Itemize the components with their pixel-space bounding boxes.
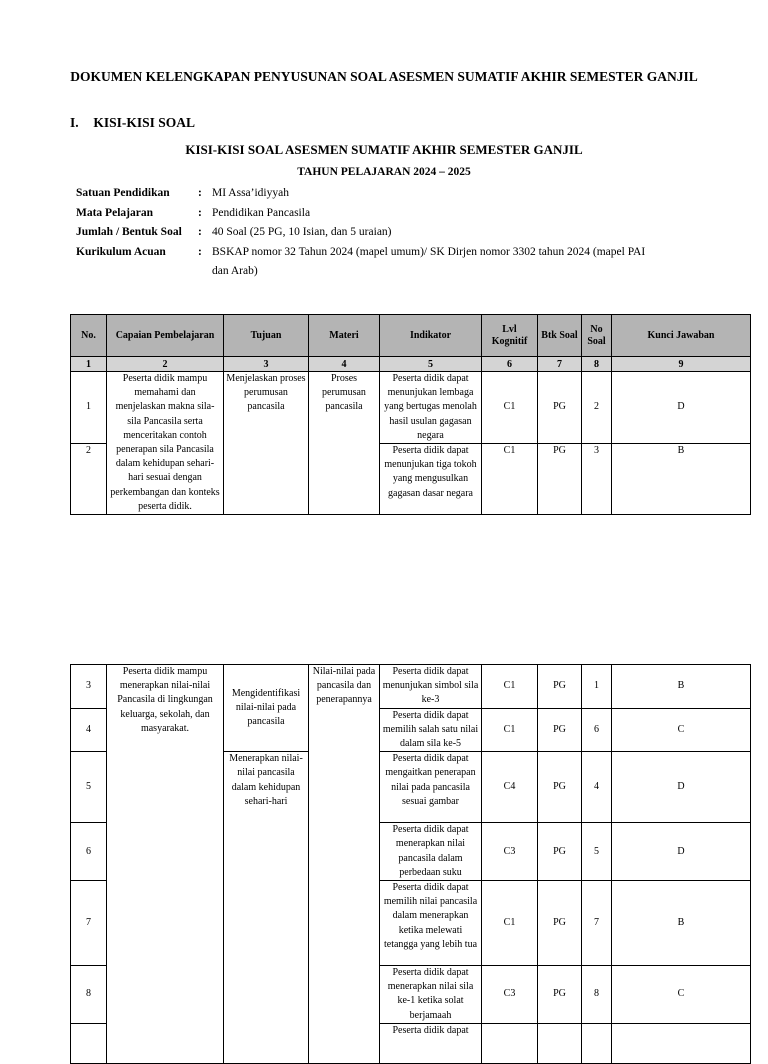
document-title: DOKUMEN KELENGKAPAN PENYUSUNAN SOAL ASESMEN SUMATIF AKHIR SEMESTER GANJIL (70, 69, 698, 84)
bentuk-cell: PG (538, 444, 582, 515)
meta-colon: : (198, 226, 202, 238)
meta-row-count (76, 223, 676, 243)
indikator-cell: Peserta didik dapat menunjukan simbol sila ke-3 (380, 665, 482, 709)
level-cell: C3 (482, 966, 538, 1024)
kunci-cell (612, 1023, 751, 1063)
section-title: KISI-KISI SOAL (93, 115, 196, 130)
meta-row-curriculum (76, 243, 676, 282)
bentuk-cell: PG (538, 881, 582, 966)
level-cell: C3 (482, 823, 538, 881)
section-heading (70, 115, 195, 131)
header-cell: Materi (309, 315, 380, 357)
row-number: 3 (71, 665, 107, 709)
column-number: 1 (71, 357, 107, 372)
meta-colon: : (198, 187, 202, 199)
nosoal-cell: 2 (582, 372, 612, 444)
level-cell: C1 (482, 665, 538, 709)
bentuk-cell: PG (538, 966, 582, 1024)
row-number: 4 (71, 708, 107, 752)
kunci-cell: D (612, 372, 751, 444)
kisi-kisi-table-part-2 (70, 664, 751, 1064)
meta-colon: : (198, 206, 202, 219)
nosoal-cell: 7 (582, 881, 612, 966)
indikator-cell: Peserta didik dapat menerapkan nilai sila ke-1 ketika solat berjamaah (380, 966, 482, 1024)
header-cell: Kunci Jawaban (612, 315, 751, 357)
bentuk-cell: PG (538, 708, 582, 752)
capaian-cell: Peserta didik mampu menerapkan nilai-nilai Pancasila di lingkungan keluarga, sekolah, dan masyarakat. (107, 665, 224, 1064)
indikator-cell: Peserta didik dapat (380, 1023, 482, 1063)
meta-row-subject (76, 204, 676, 224)
level-cell: C1 (482, 372, 538, 444)
indikator-cell: Peserta didik dapat menunjukan tiga tokoh yang mengusulkan gagasan dasar negara (380, 444, 482, 515)
kunci-cell: B (612, 881, 751, 966)
meta-label: Jumlah / Bentuk Soal (76, 226, 182, 238)
kisi-kisi-table-part-1 (70, 314, 751, 515)
column-number: 3 (224, 357, 309, 372)
bentuk-cell: PG (538, 665, 582, 709)
bentuk-cell: PG (538, 372, 582, 444)
bentuk-cell: PG (538, 823, 582, 881)
kunci-cell: C (612, 966, 751, 1024)
header-cell: Capaian Pembelajaran (107, 315, 224, 357)
header-cell: Lvl Kognitif (482, 315, 538, 357)
table-row (71, 665, 751, 709)
meta-value: MI Assa’idiyyah (212, 187, 289, 199)
meta-value: BSKAP nomor 32 Tahun 2024 (mapel umum)/ SK Dirjen nomor 3302 tahun 2024 (mapel PAI dan Arab) (212, 245, 646, 277)
header-cell: No Soal (582, 315, 612, 357)
kunci-cell: D (612, 823, 751, 881)
nosoal-cell (582, 1023, 612, 1063)
nosoal-cell: 5 (582, 823, 612, 881)
tujuan-cell: Menerapkan nilai-nilai pancasila dalam kehidupan sehari-hari (224, 752, 309, 1064)
level-cell: C1 (482, 708, 538, 752)
indikator-cell: Peserta didik dapat memilih salah satu nilai dalam sila ke-5 (380, 708, 482, 752)
column-number: 4 (309, 357, 380, 372)
kunci-cell: C (612, 708, 751, 752)
capaian-cell: Peserta didik mampu memahami dan menjelaskan makna sila-sila Pancasila serta menceritakan contoh penerapan sila Pancasila dalam kehidupan sehari-hari sesuai dengan perkembangan dan konteks peserta didik. (107, 372, 224, 515)
column-number-row (71, 357, 751, 372)
header-cell: Btk Soal (538, 315, 582, 357)
nosoal-cell: 3 (582, 444, 612, 515)
academic-year: TAHUN PELAJARAN 2024 – 2025 (297, 166, 471, 178)
meta-colon: : (198, 245, 202, 258)
column-number: 2 (107, 357, 224, 372)
row-number: 1 (71, 372, 107, 444)
header-row (71, 315, 751, 357)
nosoal-cell: 4 (582, 752, 612, 823)
identity-block (76, 184, 676, 282)
tujuan-cell: Menjelaskan proses perumusan pancasila (224, 372, 309, 515)
meta-label: Satuan Pendidikan (76, 187, 170, 199)
column-number: 8 (582, 357, 612, 372)
nosoal-cell: 8 (582, 966, 612, 1024)
kunci-cell: D (612, 752, 751, 823)
row-number: 8 (71, 966, 107, 1024)
meta-label: Kurikulum Acuan (76, 245, 166, 258)
tujuan-cell: Mengidentifikasi nilai-nilai pada pancasila (224, 665, 309, 752)
section-number: I. (70, 115, 79, 130)
row-number (71, 1023, 107, 1063)
column-number: 9 (612, 357, 751, 372)
indikator-cell: Peserta didik dapat menunjukan lembaga yang bertugas menolah hasil usulan gagasan negara (380, 372, 482, 444)
level-cell: C1 (482, 444, 538, 515)
meta-row-school (76, 184, 676, 204)
row-number: 2 (71, 444, 107, 515)
meta-value: 40 Soal (25 PG, 10 Isian, dan 5 uraian) (212, 226, 392, 238)
indikator-cell: Peserta didik dapat menerapkan nilai pancasila dalam perbedaan suku (380, 823, 482, 881)
indikator-cell: Peserta didik dapat memilih nilai pancasila dalam menerapkan ketika melewati tetangga yang lebih tua (380, 881, 482, 966)
level-cell: C1 (482, 881, 538, 966)
kunci-cell: B (612, 444, 751, 515)
row-number: 6 (71, 823, 107, 881)
column-number: 5 (380, 357, 482, 372)
row-number: 5 (71, 752, 107, 823)
meta-value: Pendidikan Pancasila (212, 206, 311, 219)
nosoal-cell: 1 (582, 665, 612, 709)
table-row (71, 372, 751, 444)
kunci-cell: B (612, 665, 751, 709)
nosoal-cell: 6 (582, 708, 612, 752)
meta-label: Mata Pelajaran (76, 206, 153, 219)
column-number: 6 (482, 357, 538, 372)
bentuk-cell: PG (538, 752, 582, 823)
table-subtitle: KISI-KISI SOAL ASESMEN SUMATIF AKHIR SEMESTER GANJIL (185, 142, 583, 157)
level-cell: C4 (482, 752, 538, 823)
level-cell (482, 1023, 538, 1063)
header-cell: Tujuan (224, 315, 309, 357)
indikator-cell: Peserta didik dapat mengaitkan penerapan nilai pada pancasila sesuai gambar (380, 752, 482, 823)
header-cell: Indikator (380, 315, 482, 357)
header-cell: No. (71, 315, 107, 357)
column-number: 7 (538, 357, 582, 372)
materi-cell: Nilai-nilai pada pancasila dan penerapannya (309, 665, 380, 1064)
bentuk-cell (538, 1023, 582, 1063)
materi-cell: Proses perumusan pancasila (309, 372, 380, 515)
row-number: 7 (71, 881, 107, 966)
